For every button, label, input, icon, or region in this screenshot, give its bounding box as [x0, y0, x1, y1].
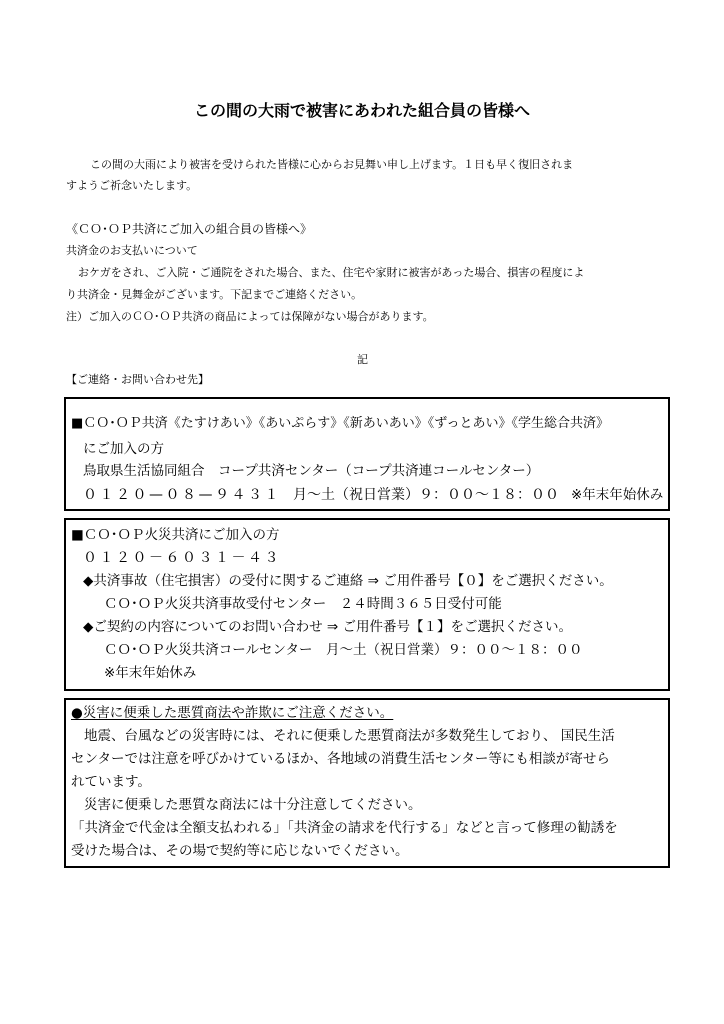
fraud-warning-line-5: 「共済金で代金は全額支払われる」「共済金の請求を代行する」などと言って修理の勧誘を: [71, 820, 618, 836]
ki-mark: 記: [357, 353, 368, 366]
contact-heading: 【ご連絡・お問い合わせ先】: [66, 373, 209, 386]
fraud-warning-line-3: れています。: [71, 774, 151, 790]
intro-line-1: この間の大雨により被害を受けられた皆様に心からお見舞い申し上げます。１日も早く復旧されま: [90, 158, 574, 171]
coop-fire-call-center: ＣＯ･ＯＰ火災共済コールセンター 月～土（祝日営業）９：００～１８：００: [104, 642, 583, 658]
page-title: この間の大雨で被害にあわれた組合員の皆様へ: [193, 101, 530, 120]
coop-section-heading: 《ＣＯ･ＯＰ共済にご加入の組合員の皆様へ》: [66, 222, 313, 236]
fraud-warning-line-2: センターでは注意を呼びかけているほか、各地域の消費生活センター等にも相談が寄せら: [71, 751, 610, 767]
coop-section-body-line-1: おケガをされ、ご入院・ご通院をされた場合、また、住宅や家財に被害があった場合、損害の程度によ: [78, 266, 585, 279]
fraud-warning-heading: ●災害に便乗した悪質商法や詐欺にご注意ください。: [71, 705, 394, 721]
coop-kyosai-hours: 月～土（祝日営業）９：００～１８：００: [293, 487, 559, 503]
coop-kyosai-products-line: ■ＣＯ･ＯＰ共済《たすけあい》《あいぷらす》《新あいあい》《ずっとあい》《学生総合共済》: [71, 416, 610, 431]
coop-fire-accident-option: ◆共済事故（住宅損害）の受付に関するご連絡 ⇒ ご用件番号【０】をご選択ください。: [83, 573, 613, 589]
intro-line-2: すようご祈念いたします。: [66, 179, 198, 192]
coop-section-note: 注）ご加入のＣＯ･ＯＰ共済の商品によっては保障がない場合があります。: [66, 310, 434, 323]
fraud-warning-line-6: 受けた場合は、その場で契約等に応じないでください。: [71, 843, 409, 859]
coop-section-subheading: 共済金のお支払いについて: [66, 244, 198, 257]
fraud-warning-line-4: 災害に便乗した悪質な商法には十分注意してください。: [84, 797, 422, 813]
coop-fire-contact-box: [64, 518, 670, 691]
coop-kyosai-holiday-note: ※年末年始休み: [571, 487, 664, 503]
coop-section-body-line-2: り共済金・見舞金がございます。下記までご連絡ください。: [66, 288, 363, 301]
coop-fire-phone[interactable]: ０１２０－６０３１－４３: [83, 550, 281, 566]
fraud-warning-box: [64, 698, 670, 868]
coop-kyosai-center-name: 鳥取県生活協同組合 コープ共済センター（コープ共済連コールセンター）: [83, 463, 540, 479]
coop-kyosai-subscriber-line: にご加入の方: [83, 441, 164, 457]
fraud-warning-line-1: 地震、台風などの災害時には、それに便乗した悪質商法が多数発生しており、 国民生活: [84, 728, 615, 744]
coop-kyosai-contact-box: [64, 397, 670, 511]
coop-fire-inquiry-option: ◆ご契約の内容についてのお問い合わせ ⇒ ご用件番号【１】をご選択ください。: [83, 619, 573, 635]
coop-fire-holiday-note: ※年末年始休み: [104, 665, 197, 681]
coop-fire-subscriber-line: ■ＣＯ･ＯＰ火災共済にご加入の方: [71, 527, 280, 543]
coop-kyosai-phone[interactable]: ０１２０—０８—９４３１: [83, 487, 281, 503]
coop-fire-accident-center: ＣＯ･ＯＰ火災共済事故受付センター ２４時間３６５日受付可能: [104, 596, 502, 612]
